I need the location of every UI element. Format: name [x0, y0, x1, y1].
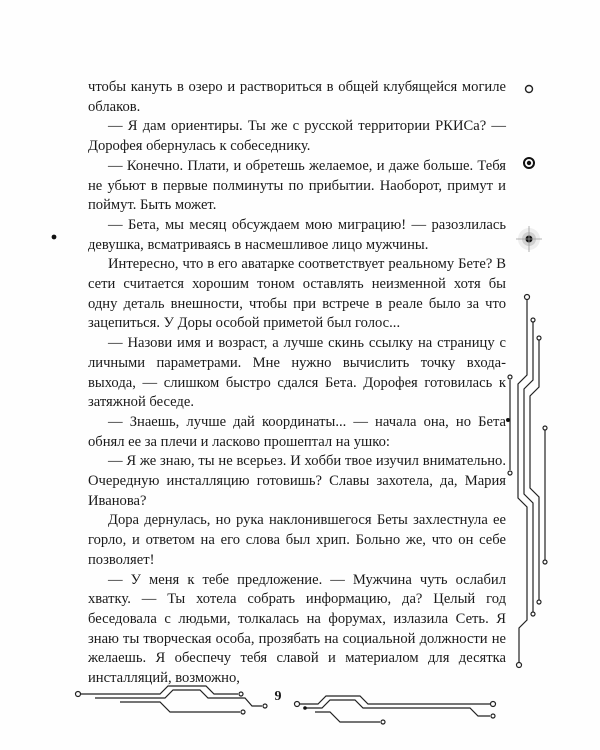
- margin-dot: [52, 235, 57, 240]
- vertical-circuit-trace: [508, 295, 547, 668]
- paragraph: — Бета, мы месяц обсуждаем мою миграцию! — разозлилась девушка, всматриваясь в насмешливое лицо мужчины.: [88, 216, 506, 253]
- page-text: [88, 78, 506, 689]
- page-number: 9: [274, 689, 282, 704]
- paragraph: Интересно, что в его аватарке соответствует реальному Бете? В сети считается хорошим тоном оставлять неизменной хотя бы одну деталь внешности, чтобы при встрече в реале было за что зацепиться. У Доры особой приметой был голос...: [88, 256, 506, 332]
- bottom-right-circuit: [295, 696, 496, 724]
- paragraph: — Назови имя и возраст, а лучше скинь ссылку на страницу с личными параметрами. Мне нужно вычислить точку входа-выхода, — слишком быстро сдался Бета. Дорофея готовилась к затяжной беседе.: [88, 335, 506, 411]
- paragraph: чтобы кануть в озеро и раствориться в общей клубящейся могиле облаков.: [88, 79, 506, 115]
- paragraph: — Знаешь, лучше дай координаты... — начала она, но Бета обнял ее за плечи и ласково прошептал на ушко:: [88, 413, 506, 450]
- glow-node-icon: [516, 226, 542, 252]
- paragraph: — Конечно. Плати, и обретешь желаемое, и даже больше. Тебя не убьют в первые полминуты по прибытии. Наоборот, примут и поймут. Быть может.: [88, 157, 506, 214]
- circuit-node-ring: [526, 86, 533, 93]
- bottom-left-circuit: [76, 686, 268, 714]
- paragraph: — Я дам ориентиры. Ты же с русской территории РКИСа? — Дорофея обернулась к собеседнику.: [88, 118, 506, 155]
- paragraph: Дора дернулась, но рука наклонившегося Беты захлестнула ее горло, и ответом на его слова был хрип. Больно же, что он себе позволяет!: [88, 512, 506, 568]
- paragraph: — Я же знаю, ты не всерьез. И хобби твое изучил внимательно. Очередную инсталляцию готовишь? Славы захотела, да, Мария Иванова?: [88, 453, 506, 509]
- paragraph: — У меня к тебе предложение. — Мужчина чуть ослабил хватку. — Ты хотела собрать информацию, да? Целый год беседовала с людьми, толкалась на форумах, излазила Сеть. Я знаю ты творческая особа, прозябать на социальной должности не желаешь. Я обеспечу тебя славой и материалом для десятка инсталляций, возможно,: [88, 571, 506, 687]
